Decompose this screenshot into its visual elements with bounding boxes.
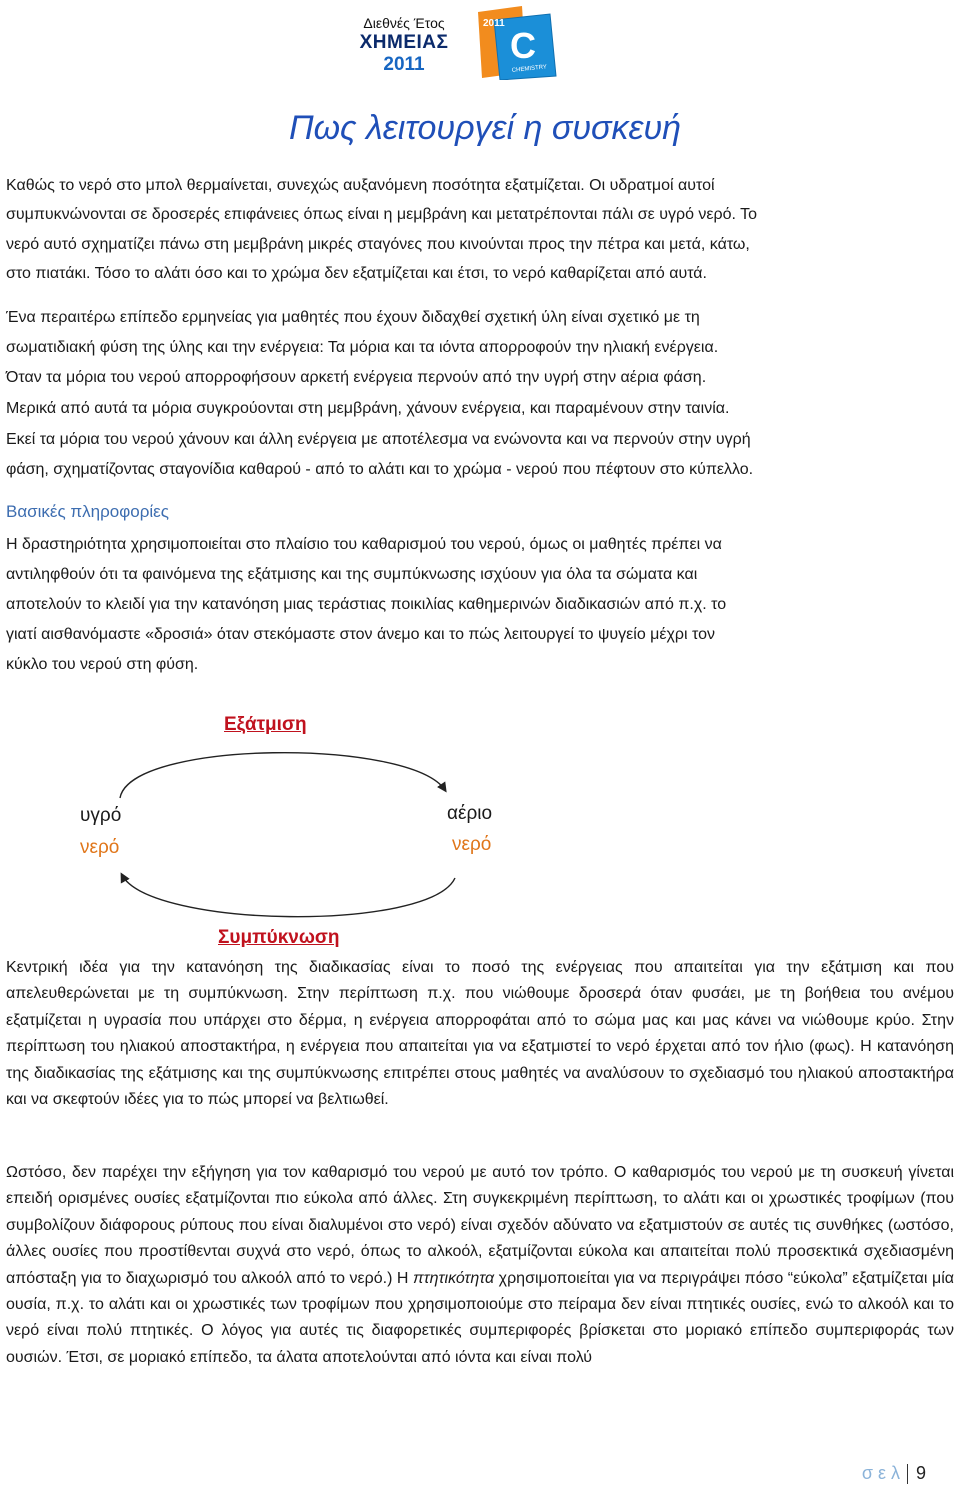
liquid-water-label: νερό [80, 837, 120, 858]
liquid-label: υγρό [80, 805, 122, 826]
volatility-term: πτητικότητα [412, 1269, 495, 1287]
paragraph-line: αντιληφθούν ότι τα φαινόμενα της εξάτμισης και της συμπύκνωσης ισχύουν για όλα τα σώματα και [6, 566, 698, 583]
paragraph-line: αποτελούν το κλειδί για την κατανόηση μιας τεράστιας ποικιλίας καθημερινών διαδικασιών από π.χ. το [6, 596, 727, 613]
paragraph-line: γιατί αισθανόμαστε «δροσιά» όταν στεκόμαστε στον άνεμο και το πώς λειτουργεί το ψυγείο μέχρι τον [6, 626, 715, 643]
paragraph-line: Η δραστηριότητα χρησιμοποιείται στο πλαίσιο του καθαρισμού του νερού, όμως οι μαθητές πρέπει να [6, 536, 722, 553]
paragraph-energy: Κεντρική ιδέα για την κατανόηση της διαδικασίας είναι το ποσό της ενέργειας που απαιτείται για την εξάτμιση και που απελευθερώνεται με τη συμπύκνωση. Στην περίπτωση π.χ. που νιώθουμε δροσερά όταν φυσάει, με τη βοήθεια του ανέμου εξατμίζεται η υγρασία που υπάρχει στο δέρμα, η ενέργεια απορροφάται από το σώμα μας και μας κάνει να νιώθουμε κρύο. Στην περίπτωση του ηλιακού αποστακτήρα, η ενέργεια που απαιτείται για να εξατμιστεί το νερό έρχεται από τον ήλιο (φως). Η κατανόηση της διαδικασίας της εξάτμισης και της συμπύκνωσης επιτρέπει στους μαθητές να αναλύσουν το σχεδιασμό του ηλιακού αποστακτήρα και να σκεφτούν ιδέες για το πώς μπορεί να βελτιωθεί. [6, 959, 954, 1109]
page-title: Πως λειτουργεί η συσκευή [288, 109, 682, 147]
paragraph-line: Ένα περαιτέρω επίπεδο ερμηνείας για μαθητές που έχουν διδαχθεί σχετική ύλη είναι σχετικό με τη [6, 309, 700, 326]
paragraph-line: φάση, σχηματίζοντας σταγονίδια καθαρού - από το αλάτι και το χρώμα - νερού που πέφτουν στο κύπελλο. [6, 461, 754, 478]
logo-line-3: 2011 [383, 54, 425, 75]
paragraph-line: Εκεί τα μόρια του νερού χάνουν και άλλη ενέργεια με αποτέλεσμα να ενώνοντα και να περνούν στην υγρή [6, 431, 751, 448]
paragraph-volatility [6, 1160, 954, 1371]
badge-word: CHEMISTRY [511, 64, 548, 74]
gas-water-label: νερό [452, 834, 492, 855]
paragraph-volatility-part2: χρησιμοποιείται για να περιγράψει πόσο “εύκολα” εξατμίζεται μία ουσία, π.χ. το αλάτι και οι χρωστικές των τροφίμων που χρησιμοποιούμε στο πείραμα δεν είναι πτητικές ουσίες, ενώ το αλκοόλ και το νερό είναι πολύ πτητικές. Ο λόγος για αυτές τις διαφορετικές συμπεριφορές βρίσκεται στο μοριακό επίπεδο συμπεριφοράς των ουσιών. Έτσι, σε μοριακό επίπεδο, τα άλατα αποτελούνται από ιόντα και είναι πολύ [6, 1269, 955, 1366]
logo-line-2: ΧΗΜΕΙΑΣ [359, 32, 449, 53]
paragraph-line: νερό αυτό σχηματίζει πάνω στη μεμβράνη μικρές σταγόνες που κινούνται προς την πέτρα και μετά, κάτω, [6, 236, 750, 253]
evaporation-arrow [120, 753, 445, 798]
background-heading: Βασικές πληροφορίες [6, 502, 169, 521]
paragraph-line: στο πιατάκι. Τόσο το αλάτι όσο και το χρώμα δεν εξατμίζεται και έτσι, το νερό καθαρίζεται από αυτά. [6, 265, 707, 282]
page-footer [862, 1460, 926, 1486]
page-label: σελ [861, 1463, 905, 1483]
page-number: 9 [915, 1463, 926, 1483]
badge-letter: C [510, 25, 536, 66]
condensation-arrow [122, 875, 455, 917]
paragraph-line: Μερικά από αυτά τα μόρια συγκρούονται στη μεμβράνη, χάνουν ενέργεια, και παραμένουν στην ταινία. [6, 400, 730, 417]
evaporation-label: Εξάτμιση [224, 714, 307, 735]
gas-label: αέριο [447, 803, 493, 824]
condensation-label: Συμπύκνωση [218, 927, 340, 948]
paragraph-line: κύκλο του νερού στη φύση. [6, 656, 199, 673]
badge-year: 2011 [483, 18, 505, 29]
paragraph-line: Όταν τα μόρια του νερού απορροφήσουν αρκετή ενέργεια περνούν από την υγρή στην αέρια φάση. [6, 369, 707, 386]
paragraph-line: συμπυκνώνονται σε δροσερές επιφάνειες όπως είναι η μεμβράνη και μετατρέπονται πάλι σε υγρό νερό. Το [6, 206, 758, 223]
footer-divider [907, 1464, 908, 1484]
logo-line-1: Διεθνές Έτος [363, 15, 445, 31]
paragraph-line: Καθώς το νερό στο μπολ θερμαίνεται, συνεχώς αυξανόμενη ποσότητα εξατμίζεται. Οι υδρατμοί αυτοί [6, 177, 715, 194]
paragraph-volatility-part1: Ωστόσο, δεν παρέχει την εξήγηση για τον καθαρισμό του νερού με αυτό τον τρόπο. Ο καθαρισμός του νερού με τη συσκευή γίνεται επειδή ορισμένες ουσίες εξατμίζονται πιο εύκολα από άλλες. Στη συγκεκριμένη περίπτωση, το αλάτι και οι χρωστικές τροφίμων (που συμβολίζουν διάφορους ρύπους που είναι διαλυμένοι στο νερό) είναι σχεδόν αδύνατο να εξατμιστούν σε αυτές τις συνθήκες (ωστόσο, άλλες ουσίες που προστίθενται συχνά στο νερό, όπως το αλκοόλ, εξατμίζονται εύκολα και απαιτείται πολύ προσεκτικά σχεδιασμένη απόσταξη για το διαχωρισμό του αλκοόλ από το νερό.) Η [6, 1164, 954, 1287]
paragraph-line: σωματιδιακή φύση της ύλης και την ενέργεια: Τα μόρια και τα ιόντα απορροφούν την ηλιακή ενέργεια. [6, 339, 719, 356]
